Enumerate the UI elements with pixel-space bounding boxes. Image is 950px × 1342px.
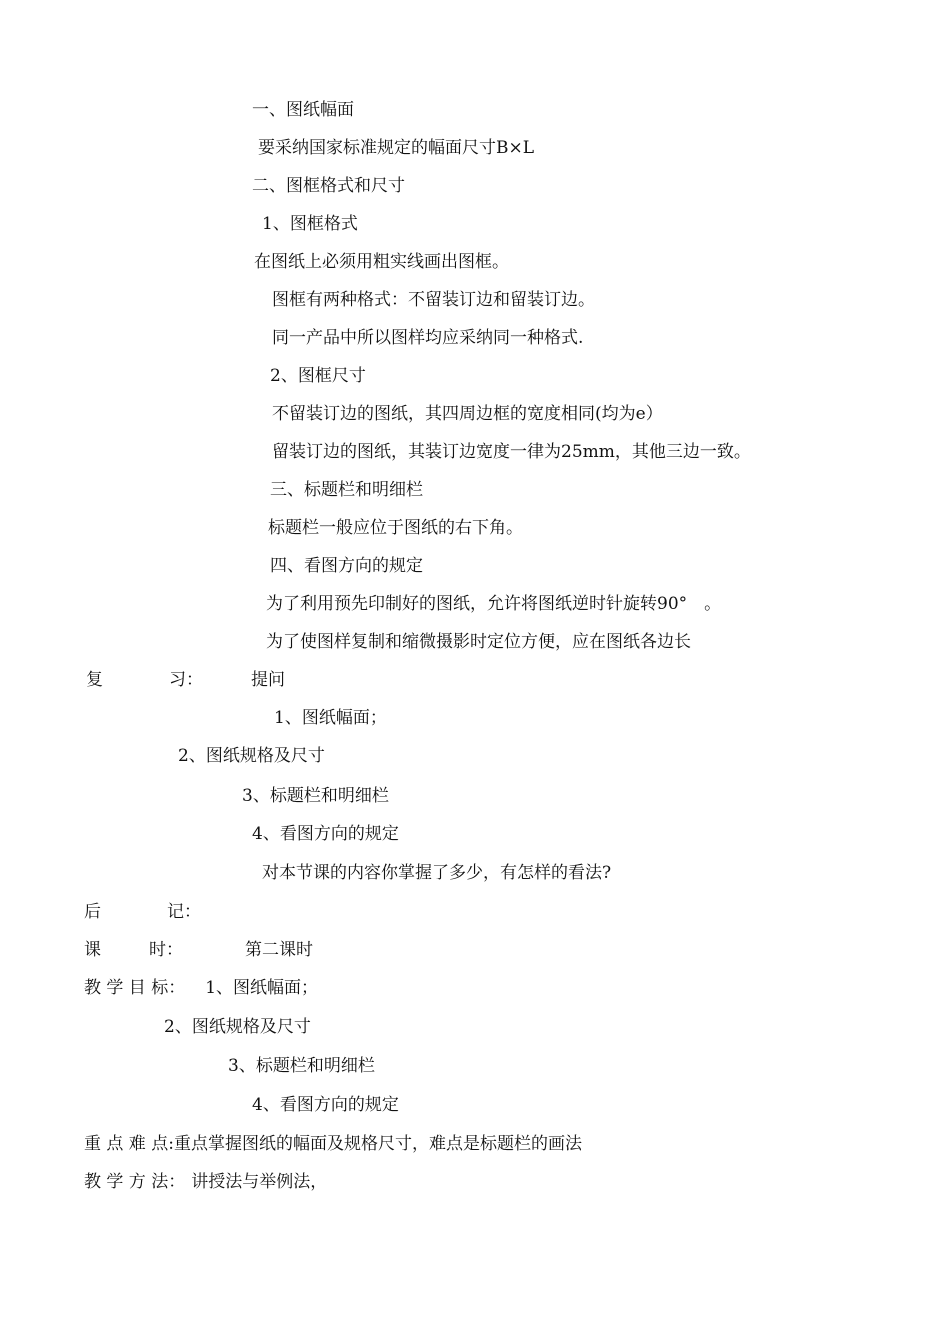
paragraph-frame-types: 图框有两种格式：不留装订边和留装订边。	[272, 290, 595, 310]
objective-item-3: 3、标题栏和明细栏	[228, 1056, 375, 1076]
afterword-row	[84, 901, 201, 923]
review-row	[86, 669, 285, 691]
paragraph-frame-line: 在图纸上必须用粗实线画出图框。	[254, 252, 509, 272]
heading-viewing-direction: 四、看图方向的规定	[270, 556, 423, 576]
review-item-2: 2、图纸规格及尺寸	[178, 746, 325, 766]
heading-title-block: 三、标题栏和明细栏	[270, 480, 423, 500]
afterword-label-b: 记：	[167, 902, 201, 922]
paragraph-no-binding-edge: 不留装订边的图纸，其四周边框的宽度相同(均为e）	[272, 404, 663, 424]
paragraph-rotation: 为了利用预先印制好的图纸，允许将图纸逆时针旋转90° 。	[266, 594, 722, 614]
afterword-label-a: 后	[84, 902, 101, 922]
review-question: 对本节课的内容你掌握了多少，有怎样的看法?	[262, 863, 612, 883]
period-label-a: 课	[84, 940, 101, 960]
paragraph-positioning: 为了使图样复制和缩微摄影时定位方便，应在图纸各边长	[266, 632, 691, 652]
heading-frame-format-size: 二、图框格式和尺寸	[252, 176, 405, 196]
paragraph-binding-edge: 留装订边的图纸，其装订边宽度一律为25mm，其他三边一致。	[272, 442, 751, 462]
objective-item-4: 4、看图方向的规定	[252, 1095, 399, 1115]
paragraph-title-block-position: 标题栏一般应位于图纸的右下角。	[268, 518, 523, 538]
objective-item-1: 1、图纸幅面；	[205, 978, 319, 998]
subheading-frame-size: 2、图框尺寸	[270, 366, 366, 386]
method-value: 讲授法与举例法，	[191, 1172, 328, 1192]
key-points-label: 重 点 难 点:	[84, 1134, 174, 1154]
review-label-a: 复	[86, 670, 103, 690]
paragraph-paper-size: 要采纳国家标准规定的幅面尺寸B×L	[258, 138, 535, 158]
review-label-b: 习：	[169, 670, 203, 690]
subheading-frame-format: 1、图框格式	[262, 214, 358, 234]
key-points-row	[84, 1133, 582, 1155]
method-label: 教 学 方 法：	[84, 1172, 186, 1192]
review-item-3: 3、标题栏和明细栏	[242, 786, 389, 806]
review-value: 提问	[251, 670, 285, 690]
method-row	[84, 1171, 327, 1193]
review-item-4: 4、看图方向的规定	[252, 824, 399, 844]
objectives-row	[84, 977, 318, 999]
period-value: 第二课时	[245, 940, 313, 960]
key-points-value: 重点掌握图纸的幅面及规格尺寸，难点是标题栏的画法	[173, 1134, 582, 1154]
period-row	[84, 939, 313, 961]
period-label-b: 时：	[149, 940, 183, 960]
review-item-1: 1、图纸幅面；	[274, 708, 387, 728]
objectives-label: 教 学 目 标：	[84, 978, 186, 998]
heading-paper-size: 一、图纸幅面	[252, 100, 354, 120]
objective-item-2: 2、图纸规格及尺寸	[164, 1017, 311, 1037]
paragraph-same-format: 同一产品中所以图样均应采纳同一种格式.	[272, 328, 584, 348]
